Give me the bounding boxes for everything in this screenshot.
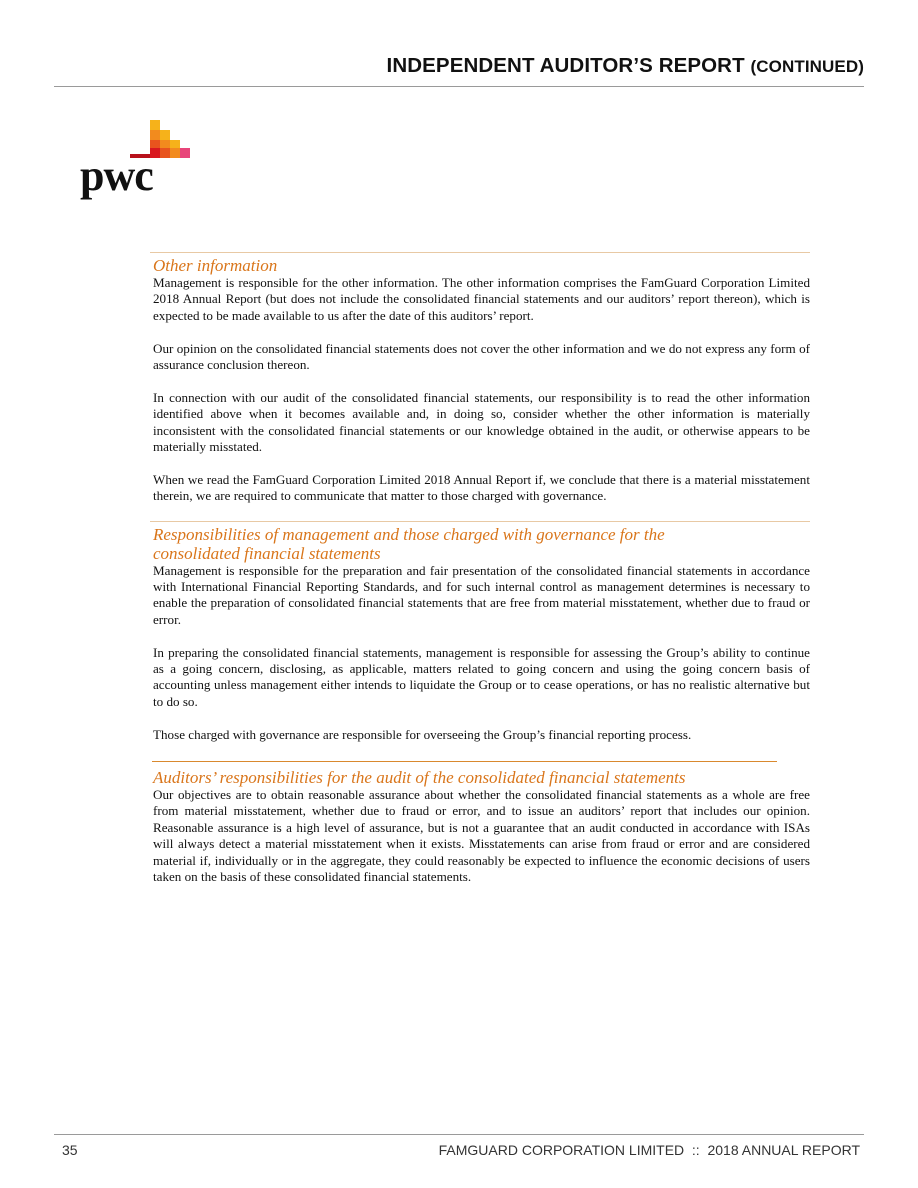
heading-line: consolidated financial statements <box>153 543 381 563</box>
page-title-suffix: (CONTINUED) <box>750 57 864 76</box>
section-divider <box>152 761 777 762</box>
paragraph: In connection with our audit of the consolidated financial statements, our responsibility is to read the other information identified above when it becomes available and, in doing so, consider whether the other information is materially inconsistent with the consolidated financial statements or our knowledge obtained in the audit, or otherwise appears to be materially misstated. <box>153 389 810 455</box>
paragraph: Management is responsible for the preparation and fair presentation of the consolidated financial statements in accordance with International Financial Reporting Standards, and for such internal control as management determines is necessary to enable the preparation of consolidated financial statements that are free from material misstatement, whether due to fraud or error. <box>153 562 810 627</box>
paragraph: In preparing the consolidated financial statements, management is responsible for assessing the Group’s ability to continue as a going concern, disclosing, as applicable, matters related to going concern and using the going concern basis of accounting unless management either intends to liquidate the Group or to cease operations, or has no realistic alternative but to do so. <box>153 644 810 709</box>
heading-line: Responsibilities of management and those charged with governance for the <box>153 524 665 544</box>
section-divider <box>150 252 810 253</box>
report-body <box>153 252 810 886</box>
logo-block <box>160 130 170 140</box>
page-header <box>387 54 864 78</box>
logo-block <box>150 130 160 140</box>
paragraph: When we read the FamGuard Corporation Limited 2018 Annual Report if, we conclude that there is a material misstatement therein, we are required to communicate that matter to those charged with governance. <box>153 471 810 504</box>
page-number: 35 <box>62 1142 78 1158</box>
logo-block <box>160 148 170 158</box>
logo-block <box>180 148 190 158</box>
paragraph: Our opinion on the consolidated financial statements does not cover the other information and we do not express any form of assurance conclusion thereon. <box>153 340 810 373</box>
header-divider <box>54 86 864 87</box>
spacer <box>153 743 810 761</box>
section-heading-management-responsibilities <box>153 525 810 563</box>
pwc-logo <box>80 120 192 206</box>
section-divider <box>150 521 810 522</box>
paragraph: Those charged with governance are responsible for overseeing the Group’s financial reporting process. <box>153 726 692 742</box>
logo-wordmark: pwc <box>80 151 153 200</box>
footer-divider <box>54 1134 864 1135</box>
footer-publication: FAMGUARD CORPORATION LIMITED :: 2018 ANNUAL REPORT <box>438 1142 860 1158</box>
section-heading-auditors-responsibilities: Auditors’ responsibilities for the audit of the consolidated financial statements <box>153 768 686 788</box>
paragraph: Management is responsible for the other information. The other information comprises the FamGuard Corporation Limited 2018 Annual Report (but does not include the consolidated financial statements and our auditors’ report thereon), which is expected to be made available to us after the date of this auditors’ report. <box>153 275 810 323</box>
paragraph: Our objectives are to obtain reasonable assurance about whether the consolidated financial statements as a whole are free from material misstatement, whether due to fraud or error, and to issue an auditors’ report that includes our opinion. Reasonable assurance is a high level of assurance, but is not a guarantee that an audit conducted in accordance with ISAs will always detect a material misstatement when it exists. Misstatements can arise from fraud or error and are considered material if, individually or in the aggregate, they could reasonably be expected to influence the economic decisions of users taken on the basis of these consolidated financial statements. <box>153 787 810 885</box>
page-title: INDEPENDENT AUDITOR’S REPORT <box>386 54 745 77</box>
logo-block <box>150 120 160 130</box>
spacer <box>153 505 810 521</box>
section-heading-other-information: Other information <box>153 256 278 275</box>
logo-block <box>170 148 180 158</box>
